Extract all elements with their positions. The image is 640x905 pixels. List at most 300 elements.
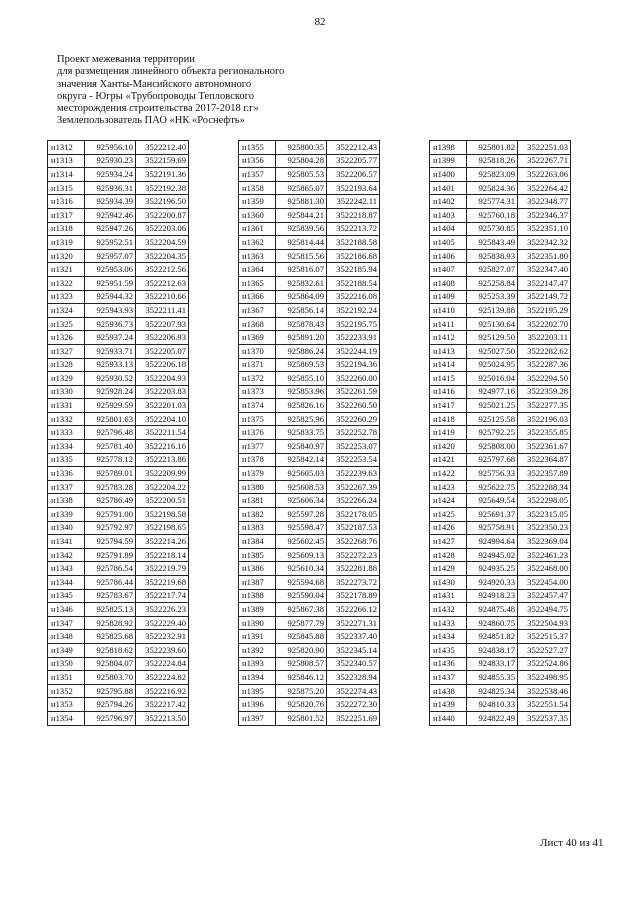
x-coordinate-cell: 925791.00 [85, 508, 136, 522]
x-coordinate-cell: 925956.10 [85, 141, 136, 155]
point-id-cell: н1435 [430, 643, 467, 657]
table-row [430, 276, 571, 290]
x-coordinate-cell: 925828.92 [85, 616, 136, 630]
x-coordinate-cell: 924833.17 [467, 657, 518, 671]
x-coordinate-cell: 925808.00 [467, 440, 518, 454]
x-coordinate-cell: 924935.25 [467, 562, 518, 576]
y-coordinate-cell: 3522538.46 [518, 684, 571, 698]
coordinate-table-3 [429, 140, 571, 726]
y-coordinate-cell: 3522298.05 [518, 494, 571, 508]
table-row [430, 711, 571, 725]
point-id-cell: н1384 [239, 535, 276, 549]
point-id-cell: н1371 [239, 358, 276, 372]
x-coordinate-cell: 925846.12 [276, 671, 327, 685]
x-coordinate-cell: 925942.46 [85, 208, 136, 222]
point-id-cell: н1406 [430, 249, 467, 263]
table-row [48, 684, 189, 698]
y-coordinate-cell: 3522350.23 [518, 521, 571, 535]
table-row [239, 399, 380, 413]
y-coordinate-cell: 3522201.03 [136, 399, 189, 413]
point-id-cell: н1424 [430, 494, 467, 508]
table-row [239, 603, 380, 617]
table-row [48, 480, 189, 494]
x-coordinate-cell: 925804.07 [85, 657, 136, 671]
y-coordinate-cell: 3522212.40 [136, 141, 189, 155]
y-coordinate-cell: 3522212.63 [136, 276, 189, 290]
point-id-cell: н1313 [48, 154, 85, 168]
point-id-cell: н1347 [48, 616, 85, 630]
x-coordinate-cell: 925801.82 [467, 141, 518, 155]
point-id-cell: н1324 [48, 304, 85, 318]
y-coordinate-cell: 3522202.70 [518, 317, 571, 331]
x-coordinate-cell: 925804.28 [276, 154, 327, 168]
x-coordinate-cell: 925838.93 [467, 249, 518, 263]
y-coordinate-cell: 3522551.54 [518, 698, 571, 712]
point-id-cell: н1368 [239, 317, 276, 331]
y-coordinate-cell: 3522342.32 [518, 236, 571, 250]
table-row [430, 684, 571, 698]
point-id-cell: н1312 [48, 141, 85, 155]
point-id-cell: н1330 [48, 385, 85, 399]
table-row [239, 508, 380, 522]
table-row [239, 467, 380, 481]
x-coordinate-cell: 925933.71 [85, 344, 136, 358]
header-line: Проект межевания территории [57, 54, 195, 65]
x-coordinate-cell: 924825.34 [467, 684, 518, 698]
table-row [239, 141, 380, 155]
point-id-cell: н1361 [239, 222, 276, 236]
point-id-cell: н1338 [48, 494, 85, 508]
y-coordinate-cell: 3522253.54 [327, 453, 380, 467]
x-coordinate-cell: 925865.07 [276, 181, 327, 195]
table-row [239, 698, 380, 712]
table-row [239, 453, 380, 467]
point-id-cell: н1405 [430, 236, 467, 250]
table-row [430, 576, 571, 590]
x-coordinate-cell: 925808.57 [276, 657, 327, 671]
table-row [48, 276, 189, 290]
x-coordinate-cell: 925818.26 [467, 154, 518, 168]
y-coordinate-cell: 3522214.26 [136, 535, 189, 549]
point-id-cell: н1356 [239, 154, 276, 168]
y-coordinate-cell: 3522204.22 [136, 480, 189, 494]
point-id-cell: н1359 [239, 195, 276, 209]
table-row [430, 208, 571, 222]
table-row [48, 453, 189, 467]
table-row [239, 154, 380, 168]
point-id-cell: н1433 [430, 616, 467, 630]
table-row [430, 344, 571, 358]
point-id-cell: н1334 [48, 440, 85, 454]
point-id-cell: н1349 [48, 643, 85, 657]
point-id-cell: н1374 [239, 399, 276, 413]
x-coordinate-cell: 925818.62 [85, 643, 136, 657]
table-row [430, 399, 571, 413]
point-id-cell: н1372 [239, 372, 276, 386]
y-coordinate-cell: 3522219.79 [136, 562, 189, 576]
y-coordinate-cell: 3522178.05 [327, 508, 380, 522]
header-line: округа - Югры «Трубопроводы Тепловского [57, 90, 254, 102]
point-id-cell: н1323 [48, 290, 85, 304]
point-id-cell: н1437 [430, 671, 467, 685]
x-coordinate-cell: 925774.31 [467, 195, 518, 209]
table-row [430, 521, 571, 535]
sheet-counter: Лист 40 из 41 [540, 837, 604, 849]
x-coordinate-cell: 925598.47 [276, 521, 327, 535]
y-coordinate-cell: 3522461.23 [518, 548, 571, 562]
table-row [239, 494, 380, 508]
point-id-cell: н1403 [430, 208, 467, 222]
y-coordinate-cell: 3522229.40 [136, 616, 189, 630]
table-row [430, 535, 571, 549]
table-row [239, 249, 380, 263]
coordinate-tables [0, 140, 640, 780]
x-coordinate-cell: 925951.59 [85, 276, 136, 290]
y-coordinate-cell: 3522273.72 [327, 576, 380, 590]
y-coordinate-cell: 3522191.36 [136, 168, 189, 182]
point-id-cell: н1321 [48, 263, 85, 277]
y-coordinate-cell: 3522498.95 [518, 671, 571, 685]
point-id-cell: н1343 [48, 562, 85, 576]
point-id-cell: н1314 [48, 168, 85, 182]
table-row [430, 317, 571, 331]
y-coordinate-cell: 3522211.54 [136, 426, 189, 440]
table-row [239, 535, 380, 549]
table-row [430, 290, 571, 304]
point-id-cell: н1420 [430, 440, 467, 454]
point-id-cell: н1364 [239, 263, 276, 277]
y-coordinate-cell: 3522147.47 [518, 276, 571, 290]
table-row [48, 290, 189, 304]
point-id-cell: н1360 [239, 208, 276, 222]
y-coordinate-cell: 3522219.68 [136, 576, 189, 590]
y-coordinate-cell: 3522198.58 [136, 508, 189, 522]
point-id-cell: н1315 [48, 181, 85, 195]
y-coordinate-cell: 3522203.11 [518, 331, 571, 345]
x-coordinate-cell: 925832.61 [276, 276, 327, 290]
point-id-cell: н1388 [239, 589, 276, 603]
x-coordinate-cell: 925602.45 [276, 535, 327, 549]
x-coordinate-cell: 925756.33 [467, 467, 518, 481]
table-row [430, 141, 571, 155]
table-row [48, 372, 189, 386]
x-coordinate-cell: 925856.14 [276, 304, 327, 318]
point-id-cell: н1333 [48, 426, 85, 440]
y-coordinate-cell: 3522224.82 [136, 671, 189, 685]
point-id-cell: н1431 [430, 589, 467, 603]
x-coordinate-cell: 925842.14 [276, 453, 327, 467]
table-row [239, 168, 380, 182]
x-coordinate-cell: 924822.49 [467, 711, 518, 725]
table-row [239, 372, 380, 386]
y-coordinate-cell: 3522272.23 [327, 548, 380, 562]
x-coordinate-cell: 925649.54 [467, 494, 518, 508]
point-id-cell: н1369 [239, 331, 276, 345]
point-id-cell: н1396 [239, 698, 276, 712]
table-row [48, 589, 189, 603]
x-coordinate-cell: 925803.70 [85, 671, 136, 685]
x-coordinate-cell: 924918.23 [467, 589, 518, 603]
x-coordinate-cell: 925944.32 [85, 290, 136, 304]
y-coordinate-cell: 3522200.51 [136, 494, 189, 508]
y-coordinate-cell: 3522251.69 [327, 711, 380, 725]
coordinate-table-1 [47, 140, 189, 726]
y-coordinate-cell: 3522260.29 [327, 412, 380, 426]
y-coordinate-cell: 3522260.50 [327, 399, 380, 413]
table-row [430, 671, 571, 685]
point-id-cell: н1386 [239, 562, 276, 576]
point-id-cell: н1357 [239, 168, 276, 182]
x-coordinate-cell: 925130.64 [467, 317, 518, 331]
point-id-cell: н1415 [430, 372, 467, 386]
point-id-cell: н1429 [430, 562, 467, 576]
header-line: для размещения линейного объекта регионального [57, 66, 285, 78]
y-coordinate-cell: 3522185.94 [327, 263, 380, 277]
x-coordinate-cell: 925833.75 [276, 426, 327, 440]
table-row [430, 630, 571, 644]
x-coordinate-cell: 925825.68 [85, 630, 136, 644]
x-coordinate-cell: 925824.36 [467, 181, 518, 195]
table-row [239, 657, 380, 671]
y-coordinate-cell: 3522504.93 [518, 616, 571, 630]
point-id-cell: н1434 [430, 630, 467, 644]
point-id-cell: н1391 [239, 630, 276, 644]
point-id-cell: н1410 [430, 304, 467, 318]
y-coordinate-cell: 3522206.57 [327, 168, 380, 182]
y-coordinate-cell: 3522364.87 [518, 453, 571, 467]
table-row [48, 508, 189, 522]
x-coordinate-cell: 925953.06 [85, 263, 136, 277]
point-id-cell: н1385 [239, 548, 276, 562]
point-id-cell: н1331 [48, 399, 85, 413]
x-coordinate-cell: 925794.59 [85, 535, 136, 549]
table-row [430, 331, 571, 345]
y-coordinate-cell: 3522188.54 [327, 276, 380, 290]
table-row [430, 304, 571, 318]
x-coordinate-cell: 925840.97 [276, 440, 327, 454]
y-coordinate-cell: 3522346.37 [518, 208, 571, 222]
y-coordinate-cell: 3522348.77 [518, 195, 571, 209]
table-row [239, 222, 380, 236]
x-coordinate-cell: 925855.10 [276, 372, 327, 386]
x-coordinate-cell: 925594.68 [276, 576, 327, 590]
table-row [430, 154, 571, 168]
x-coordinate-cell: 925258.84 [467, 276, 518, 290]
x-coordinate-cell: 925801.63 [85, 412, 136, 426]
x-coordinate-cell: 925024.95 [467, 358, 518, 372]
y-coordinate-cell: 3522287.36 [518, 358, 571, 372]
table-row [48, 168, 189, 182]
table-row [48, 562, 189, 576]
y-coordinate-cell: 3522218.87 [327, 208, 380, 222]
table-row [239, 426, 380, 440]
y-coordinate-cell: 3522187.53 [327, 521, 380, 535]
x-coordinate-cell: 925796.97 [85, 711, 136, 725]
table-row [239, 671, 380, 685]
y-coordinate-cell: 3522468.00 [518, 562, 571, 576]
y-coordinate-cell: 3522345.14 [327, 643, 380, 657]
point-id-cell: н1427 [430, 535, 467, 549]
table-row [430, 195, 571, 209]
y-coordinate-cell: 3522244.19 [327, 344, 380, 358]
point-id-cell: н1376 [239, 426, 276, 440]
x-coordinate-cell: 925823.09 [467, 168, 518, 182]
point-id-cell: н1422 [430, 467, 467, 481]
table-row [48, 331, 189, 345]
y-coordinate-cell: 3522253.07 [327, 440, 380, 454]
x-coordinate-cell: 924855.35 [467, 671, 518, 685]
table-row [430, 236, 571, 250]
x-coordinate-cell: 925943.93 [85, 304, 136, 318]
x-coordinate-cell: 925778.12 [85, 453, 136, 467]
y-coordinate-cell: 3522369.04 [518, 535, 571, 549]
y-coordinate-cell: 3522355.85 [518, 426, 571, 440]
x-coordinate-cell: 925622.75 [467, 480, 518, 494]
x-coordinate-cell: 925795.88 [85, 684, 136, 698]
y-coordinate-cell: 3522282.62 [518, 344, 571, 358]
x-coordinate-cell: 925820.76 [276, 698, 327, 712]
x-coordinate-cell: 925730.85 [467, 222, 518, 236]
x-coordinate-cell: 925021.25 [467, 399, 518, 413]
table-row [430, 589, 571, 603]
x-coordinate-cell: 925877.79 [276, 616, 327, 630]
x-coordinate-cell: 925875.20 [276, 684, 327, 698]
table-row [239, 290, 380, 304]
y-coordinate-cell: 3522359.28 [518, 385, 571, 399]
table-row [48, 236, 189, 250]
table-row [48, 195, 189, 209]
y-coordinate-cell: 3522272.30 [327, 698, 380, 712]
y-coordinate-cell: 3522188.58 [327, 236, 380, 250]
x-coordinate-cell: 925937.24 [85, 331, 136, 345]
point-id-cell: н1341 [48, 535, 85, 549]
y-coordinate-cell: 3522212.56 [136, 263, 189, 277]
x-coordinate-cell: 925827.07 [467, 263, 518, 277]
x-coordinate-cell: 925800.35 [276, 141, 327, 155]
x-coordinate-cell: 925253.39 [467, 290, 518, 304]
x-coordinate-cell: 925791.89 [85, 548, 136, 562]
table-row [239, 358, 380, 372]
x-coordinate-cell: 925606.34 [276, 494, 327, 508]
y-coordinate-cell: 3522209.99 [136, 467, 189, 481]
table-row [48, 222, 189, 236]
table-row [48, 344, 189, 358]
document-header [57, 54, 357, 128]
y-coordinate-cell: 3522205.77 [327, 154, 380, 168]
table-row [430, 181, 571, 195]
y-coordinate-cell: 3522328.94 [327, 671, 380, 685]
y-coordinate-cell: 3522294.50 [518, 372, 571, 386]
x-coordinate-cell: 924860.75 [467, 616, 518, 630]
point-id-cell: н1392 [239, 643, 276, 657]
table-row [48, 535, 189, 549]
point-id-cell: н1407 [430, 263, 467, 277]
table-row [430, 657, 571, 671]
point-id-cell: н1397 [239, 711, 276, 725]
x-coordinate-cell: 925844.21 [276, 208, 327, 222]
table-row [430, 453, 571, 467]
point-id-cell: н1399 [430, 154, 467, 168]
y-coordinate-cell: 3522178.89 [327, 589, 380, 603]
y-coordinate-cell: 3522537.35 [518, 711, 571, 725]
y-coordinate-cell: 3522288.34 [518, 480, 571, 494]
y-coordinate-cell: 3522200.87 [136, 208, 189, 222]
y-coordinate-cell: 3522193.64 [327, 181, 380, 195]
y-coordinate-cell: 3522357.89 [518, 467, 571, 481]
table-row [48, 399, 189, 413]
x-coordinate-cell: 925845.88 [276, 630, 327, 644]
y-coordinate-cell: 3522149.72 [518, 290, 571, 304]
y-coordinate-cell: 3522268.76 [327, 535, 380, 549]
table-row [48, 263, 189, 277]
x-coordinate-cell: 924994.64 [467, 535, 518, 549]
x-coordinate-cell: 925797.68 [467, 453, 518, 467]
point-id-cell: н1351 [48, 671, 85, 685]
x-coordinate-cell: 925760.18 [467, 208, 518, 222]
y-coordinate-cell: 3522218.14 [136, 548, 189, 562]
x-coordinate-cell: 925016.04 [467, 372, 518, 386]
point-id-cell: н1411 [430, 317, 467, 331]
x-coordinate-cell: 925796.48 [85, 426, 136, 440]
point-id-cell: н1432 [430, 603, 467, 617]
y-coordinate-cell: 3522213.86 [136, 453, 189, 467]
y-coordinate-cell: 3522264.42 [518, 181, 571, 195]
point-id-cell: н1344 [48, 576, 85, 590]
y-coordinate-cell: 3522226.23 [136, 603, 189, 617]
x-coordinate-cell: 925815.56 [276, 249, 327, 263]
table-row [48, 643, 189, 657]
page-number: 82 [314, 16, 326, 28]
y-coordinate-cell: 3522252.78 [327, 426, 380, 440]
table-row [430, 263, 571, 277]
y-coordinate-cell: 3522233.91 [327, 331, 380, 345]
point-id-cell: н1402 [430, 195, 467, 209]
x-coordinate-cell: 924838.17 [467, 643, 518, 657]
table-row [239, 548, 380, 562]
point-id-cell: н1389 [239, 603, 276, 617]
y-coordinate-cell: 3522216.16 [136, 440, 189, 454]
table-row [48, 698, 189, 712]
y-coordinate-cell: 3522212.43 [327, 141, 380, 155]
table-row [430, 426, 571, 440]
table-row [48, 440, 189, 454]
y-coordinate-cell: 3522196.03 [518, 412, 571, 426]
table-row [430, 358, 571, 372]
x-coordinate-cell: 925928.24 [85, 385, 136, 399]
point-id-cell: н1419 [430, 426, 467, 440]
y-coordinate-cell: 3522186.68 [327, 249, 380, 263]
point-id-cell: н1322 [48, 276, 85, 290]
point-id-cell: н1398 [430, 141, 467, 155]
x-coordinate-cell: 924945.02 [467, 548, 518, 562]
x-coordinate-cell: 924875.48 [467, 603, 518, 617]
point-id-cell: н1320 [48, 249, 85, 263]
y-coordinate-cell: 3522337.40 [327, 630, 380, 644]
table-row [239, 195, 380, 209]
y-coordinate-cell: 3522351.80 [518, 249, 571, 263]
table-row [430, 480, 571, 494]
x-coordinate-cell: 925934.24 [85, 168, 136, 182]
point-id-cell: н1393 [239, 657, 276, 671]
x-coordinate-cell: 925783.28 [85, 480, 136, 494]
x-coordinate-cell: 925930.52 [85, 372, 136, 386]
point-id-cell: н1409 [430, 290, 467, 304]
x-coordinate-cell: 925783.67 [85, 589, 136, 603]
y-coordinate-cell: 3522457.47 [518, 589, 571, 603]
table-row [48, 181, 189, 195]
x-coordinate-cell: 925786.54 [85, 562, 136, 576]
point-id-cell: н1358 [239, 181, 276, 195]
